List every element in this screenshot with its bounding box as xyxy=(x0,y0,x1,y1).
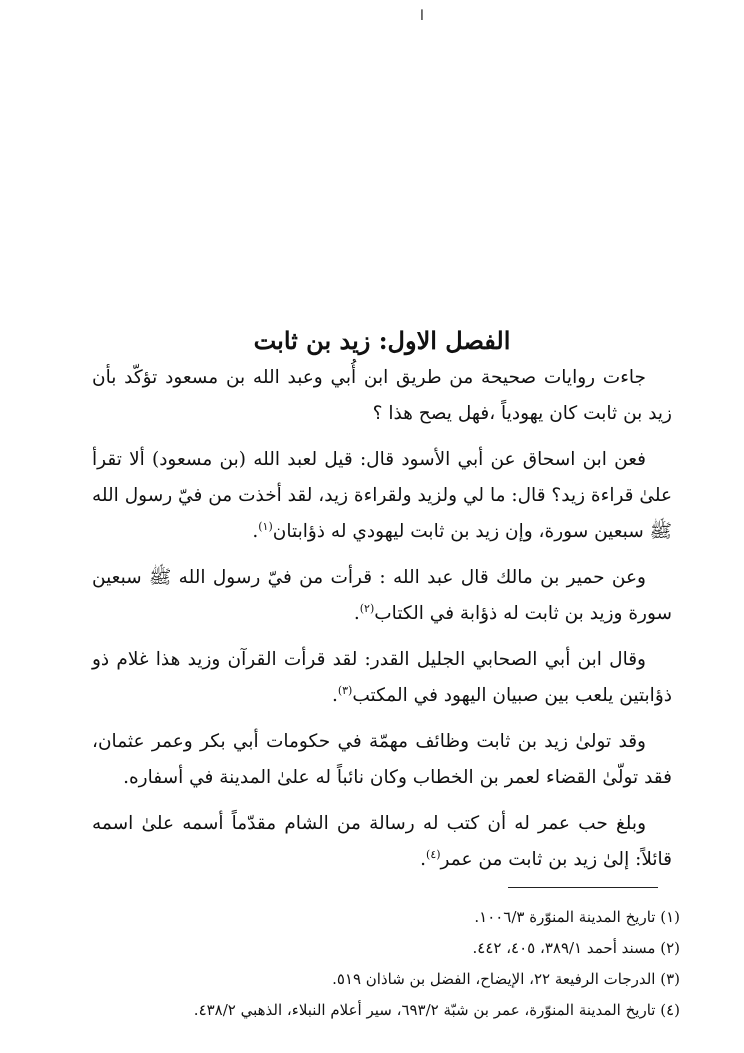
footnote-3: (٣) الدرجات الرفيعة ٢٢، الإيضاح، الفضل بن شاذان ٥١٩. xyxy=(332,970,680,988)
footnote-ref[interactable]: (٤) xyxy=(426,847,441,861)
paragraph-text: فعن ابن اسحاق عن أبي الأسود قال: قيل لعبد الله (بن مسعود) ألا تقرأ علىٰ قراءة زيد؟ قال: ما لي ولزيد ولقراءة زيد، لقد أخذت من فيّ رسول الله ﷺ سبعين سورة، وإن زيد بن ثابت ليهودي له ذؤابتان xyxy=(92,449,672,542)
footnote-2: (٢) مسند أحمد ٣٨٩/١، ٤٠٥، ٤٤٢. xyxy=(472,939,680,957)
footnote-separator xyxy=(508,887,658,888)
footnotes xyxy=(92,902,680,1026)
page-number: ا xyxy=(420,8,424,24)
paragraph-text: جاءت روايات صحيحة من طريق ابن أُبي وعبد الله بن مسعود تؤكّد بأن زيد بن ثابت كان يهودياً ،فهل يصح هذا ؟ xyxy=(92,367,672,424)
paragraph: وعن حمير بن مالك قال عبد الله : قرأت من فيّ رسول الله ﷺ سبعين سورة وزيد بن ثابت له ذؤابة في الكتاب$^{(٢)}$. xyxy=(92,567,672,624)
chapter-title: الفصل الاول: زيد بن ثابت xyxy=(253,326,511,355)
paragraph-text: وقال ابن أبي الصحابي الجليل القدر: لقد قرأت القرآن وزيد هذا غلام ذو ذؤابتين يلعب بين صبيان اليهود في المكتب xyxy=(92,649,672,706)
paragraph-text: وعن حمير بن مالك قال عبد الله : قرأت من فيّ رسول الله ﷺ سبعين سورة وزيد بن ثابت له ذؤابة في الكتاب xyxy=(92,567,672,624)
paragraph-text: وبلغ حب عمر له أن كتب له رسالة من الشام مقدّماً أسمه علىٰ اسمه قائلاً: إلىٰ زيد بن ثابت من عمر xyxy=(92,813,672,870)
paragraph: وبلغ حب عمر له أن كتب له رسالة من الشام مقدّماً أسمه علىٰ اسمه قائلاً: إلىٰ زيد بن ثابت من عمر$^{(٤)}$. xyxy=(92,813,672,870)
footnote-ref[interactable]: (١) xyxy=(258,519,273,533)
paragraph: وقال ابن أبي الصحابي الجليل القدر: لقد قرأت القرآن وزيد هذا غلام ذو ذؤابتين يلعب بين صبيان اليهود في المكتب$^{(٣)}$. xyxy=(92,649,672,706)
paragraph xyxy=(92,360,672,432)
paragraph: فعن ابن اسحاق عن أبي الأسود قال: قيل لعبد الله (بن مسعود) ألا تقرأ علىٰ قراءة زيد؟ قال: ما لي ولزيد ولقراءة زيد، لقد أخذت من فيّ رسول الله ﷺ سبعين سورة، وإن زيد بن ثابت ليهودي له ذؤابتان$^{(١)}$. xyxy=(92,449,672,542)
footnote-4: (٤) تاريخ المدينة المنوّرة، عمر بن شبّة ٦٩٣/٢، سير أعلام النبلاء، الذهبي ٤٣٨/٢. xyxy=(193,1001,680,1019)
main-text xyxy=(92,326,672,888)
footnote-ref[interactable]: (٣) xyxy=(337,683,353,697)
paragraph xyxy=(92,724,672,796)
footnote-ref[interactable]: (٢) xyxy=(359,601,375,615)
paragraph-text: وقد تولىٰ زيد بن ثابت وظائف مهمّة في حكومات أبي بكر وعمر عثمان، فقد تولّىٰ القضاء لعمر بن الخطاب وكان نائباً له علىٰ المدينة في أسفاره. xyxy=(92,731,672,788)
footnote-1: (١) تاريخ المدينة المنوّرة ١٠٠٦/٣. xyxy=(474,908,680,926)
